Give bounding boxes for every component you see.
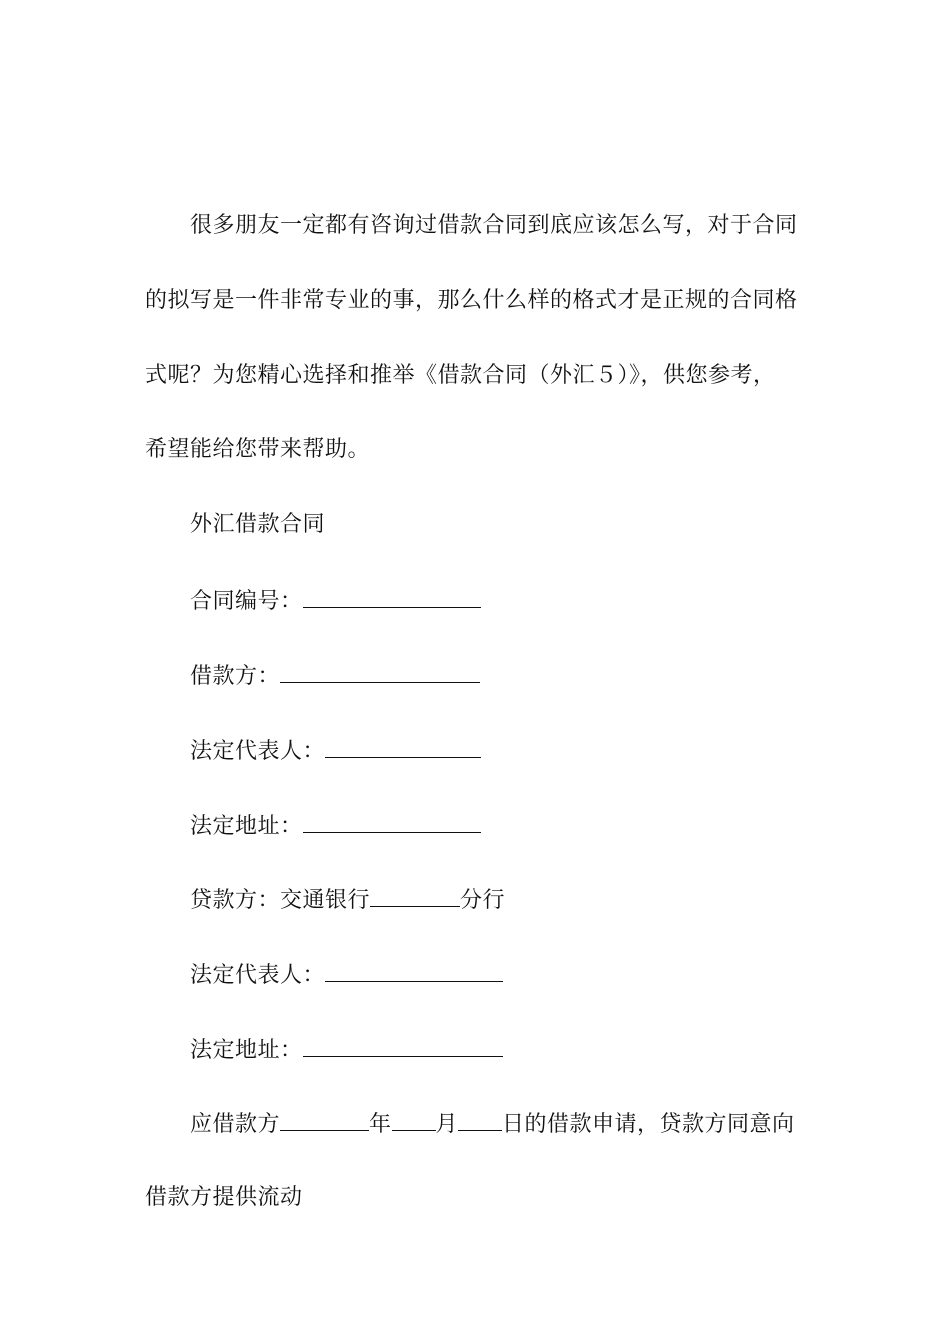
borrower-row: [190, 660, 480, 692]
lender-row: [190, 884, 505, 916]
lender-address-row: [190, 1034, 503, 1066]
contract-number-label: 合同编号：: [190, 589, 303, 614]
contract-number-row: [190, 585, 481, 617]
lender-branch-suffix: 分行: [460, 888, 506, 913]
intro-line-1: 很多朋友一定都有咨询过借款合同到底应该怎么写，对于合同: [190, 213, 798, 238]
month-blank[interactable]: [392, 1108, 436, 1131]
year-label: 年: [369, 1112, 392, 1137]
intro-line-2: 的拟写是一件非常专业的事，那么什么样的格式才是正规的合同格: [145, 288, 798, 313]
borrower-blank[interactable]: [280, 660, 480, 683]
borrower-address-row: [190, 810, 481, 842]
contract-title: 外汇借款合同: [190, 512, 326, 537]
month-label: 月: [435, 1112, 459, 1137]
borrower-rep-row: [190, 735, 481, 767]
day-suffix: 日的借款申请，贷款方同意向: [502, 1112, 795, 1137]
lender-label: 贷款方：交通银行: [190, 888, 371, 913]
loan-paragraph-line-2: 借款方提供流动: [145, 1185, 303, 1210]
lender-branch-blank[interactable]: [370, 884, 460, 907]
year-blank[interactable]: [280, 1108, 369, 1131]
borrower-address-blank[interactable]: [303, 810, 481, 833]
lender-rep-label: 法定代表人：: [190, 963, 326, 988]
intro-line-4: 希望能给您带来帮助。: [145, 437, 371, 462]
lender-rep-row: [190, 959, 503, 991]
lender-rep-blank[interactable]: [325, 959, 503, 982]
lender-address-blank[interactable]: [303, 1034, 503, 1057]
lender-address-label: 法定地址：: [190, 1038, 303, 1063]
loan-para-prefix: 应借款方: [190, 1112, 281, 1137]
contract-number-blank[interactable]: [303, 585, 481, 608]
borrower-rep-label: 法定代表人：: [190, 739, 326, 764]
intro-line-3: 式呢？为您精心选择和推举《借款合同（外汇５）》，供您参考，: [145, 363, 776, 388]
loan-paragraph-line-1: [190, 1108, 795, 1140]
borrower-label: 借款方：: [190, 664, 281, 689]
day-blank[interactable]: [458, 1108, 502, 1131]
borrower-address-label: 法定地址：: [190, 814, 303, 839]
borrower-rep-blank[interactable]: [325, 735, 481, 758]
